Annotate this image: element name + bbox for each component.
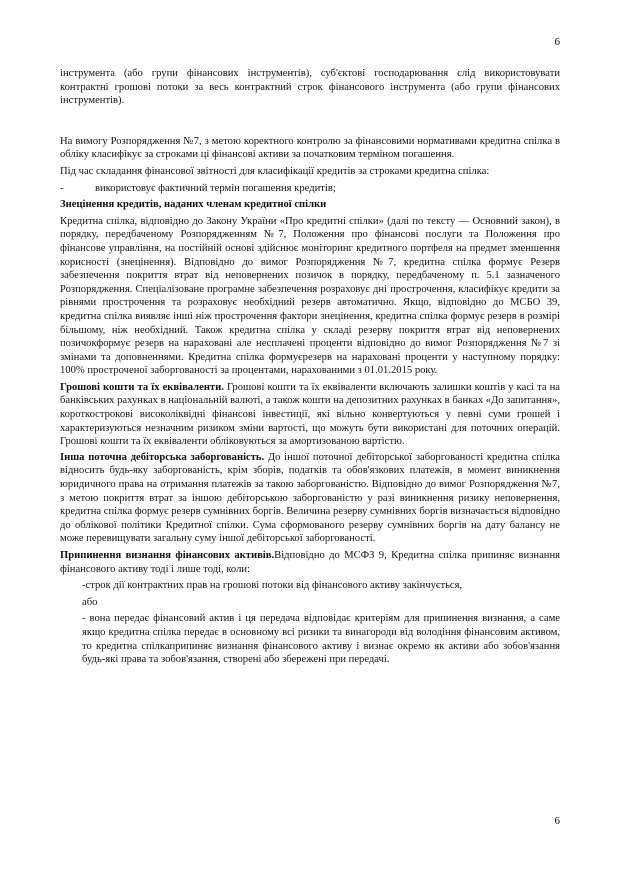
impairment-paragraph: Кредитна спілка, відповідно до Закону України «Про кредитні спілки» (далі по тексту — Основний закон), в порядку, передбаченому Розпорядженням №7, Положення про фінансові послуги та Положення про фінансове управління, на постійній основі здійснює моніторинг кредитного портфеля на предмет зменшення корисності (знецінення). Відповідно до вимог Розпорядження №7, кредитна спілка формує Резерв забезпечення покриття втрат від неповернених позичок в порядку, передбаченому п. 5.1 зазначеного Розпорядження. Спеціалізоване програмне забезпечення розраховує дні прострочення, класифікує кредити за рівнями прострочення та розраховує необхідний резерв автоматично. Якщо, відповідно до МСБО 39, кредитна спілка виявляє інші ніж прострочення фактори знецінення, кредитна спілка формує резерв в розмірі більшому, ніж необхідний. Також кредитна спілка у складі резерву покриття втрат від неповернених позичокформує резерв на нараховані але несплачені проценти відповідно до вимог Розпорядження №7 зі змінами та доповненнями. Кредитна спілка формуєрезерв на нараховані проценти у наступному порядку: 100% простроченої заборгованості за процентами, нарахованими з 01.01.2015 року. [60, 215, 560, 377]
bullet-text: використовує фактичний термін погашення кредитів; [95, 182, 336, 194]
cash-text: Грошові кошти та їх еквіваленти включають залишки коштів у касі та на банківських рахунках в національній валюті, а також кошти на депозитних рахунках в банках «До запитання», короткострокові високоліквідні фінансові інвестиції, які вільно конвертуються у певні суми грошей і характеризуються незначним ризиком зміни вартості, що можуть бути використані для поточних операцій. Грошові кошти та їх еквіваленти обліковуються за амортизованою вартістю. [60, 381, 560, 448]
reporting-paragraph: Під час складання фінансової звітності для класифікації кредитів за строками кредитна спілка: [60, 165, 490, 177]
derecognition-paragraph [60, 549, 560, 576]
bullet-item [60, 182, 560, 196]
derecognition-heading: Припинення визнання фінансових активів. [60, 550, 275, 561]
document-body [60, 67, 560, 667]
intro-paragraph: інструмента (або групи фінансових інструментів), суб'єктові господарювання слід використовувати контрактні грошові потоки за весь контрактний строк фінансового інструмента (або групи фінансових інструментів). [60, 68, 560, 107]
cash-heading: Грошові кошти та їх еквіваленти. [60, 381, 224, 393]
receivables-paragraph [60, 451, 560, 546]
page-number-top: 6 [554, 36, 560, 48]
impairment-heading: Знецінення кредитів, наданих членам кредитної спілки [60, 199, 327, 211]
cash-paragraph [60, 381, 560, 449]
condition-two: - вона передає фінансовий актив і ця передача відповідає критеріям для припинення визнання, а саме якщо кредитна спілка передає в основному всі ризики та винагороди від володіння фінансовим активом, то кредитна спілкаприпиняє визнання фінансового активу і визнає окремо як активи або зобов'язання будь-які права та зобов'язання, створені або збережені при передачі. [82, 613, 560, 666]
condition-or: або [82, 596, 98, 608]
receivables-text: До іншої поточної дебіторської заборгованості кредитна спілка відносить будь-яку заборгованість, крім зборів, податків та обов'язкових платежів, в момент виникнення юридичного права на отримання платежів за такою заборгованістю. Відповідно до вимог Розпорядження №7, з метою покриття втрат за іншою дебіторською заборгованістю у разі виникнення ризику неповернення, кредитна спілка формує резерв сумнівних боргів. Величина резерву сумнівних боргів визначається відповідно до облікової політики Кредитної спілки. Сума сформованого резерву сумнівних боргів на дату балансу не може перевищувати загальну суму іншої дебіторської заборгованості. [60, 451, 560, 545]
page-number-bottom: 6 [554, 815, 560, 827]
receivables-heading: Інша поточна дебіторська заборгованість. [60, 451, 265, 463]
derecognition-text: Відповідно до МСФЗ 9, Кредитна спілка припиняє визнання фінансового активу тоді і лише тоді, коли: [60, 550, 560, 575]
bullet-dash: - [60, 182, 64, 194]
condition-one: -строк дії контрактних прав на грошові потоки від фінансового активу закінчується, [82, 580, 463, 592]
classification-paragraph: На вимогу Розпорядження №7, з метою коректного контролю за фінансовими нормативами кредитна спілка в обліку класифікує за строками ці фінансові активи за початковим терміном погашення. [60, 135, 560, 161]
